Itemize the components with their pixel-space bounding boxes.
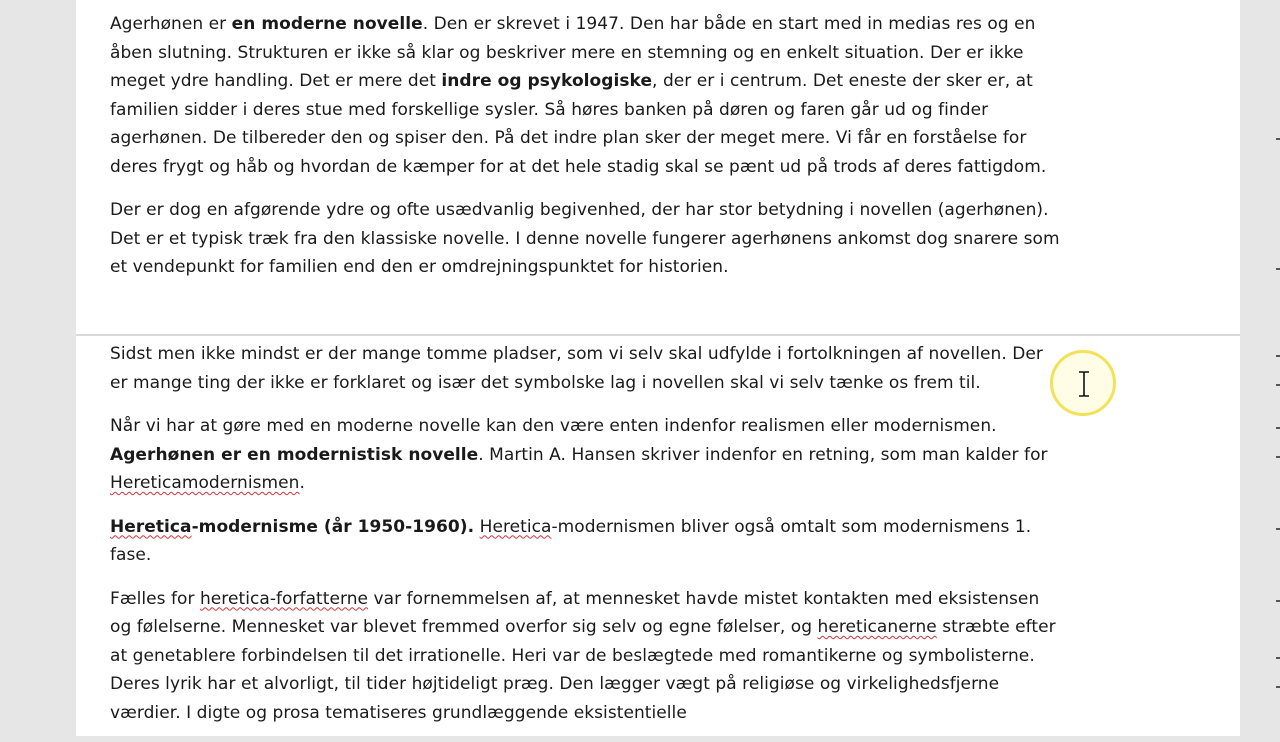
paragraph[interactable] <box>110 412 1065 498</box>
misspelled-word[interactable]: Heretica <box>479 516 552 537</box>
text-run: var fornemmelsen af, at mennesket havde mistet kontakten med eksistensen og følelserne. Mennesket var blevet fremmed overfor sig selv og egne følelser, og <box>110 588 1040 637</box>
text-run: , der er i centrum. Det eneste der sker er, at familien sidder i deres stue med forskellige sysler. Så høres banken på døren og faren går ud og finder agerhønen. De tilbereder den og spiser den. På det indre plan sker der meget mere. Vi får en forståelse for deres frygt og håb og hvordan de kæmper for at det hele stadig skal se pænt ud på trods af deres fattigdom. <box>110 71 1047 177</box>
text-run: Når vi har at gøre med en moderne novelle kan den være enten indenfor realismen eller modernismen. <box>110 416 997 436</box>
ruler-mark <box>1276 384 1280 386</box>
ruler-mark <box>1276 456 1280 458</box>
page-2-text[interactable] <box>110 340 1065 742</box>
text-run: -modernismen bliver også omtalt som modernismens 1. fase. <box>110 516 1032 565</box>
ruler-mark <box>1276 528 1280 530</box>
text-ibeam-icon <box>1077 371 1091 397</box>
page-1-text[interactable] <box>110 10 1065 297</box>
text-run: Fælles for <box>110 588 200 609</box>
ruler-mark <box>1276 686 1280 688</box>
text-run: stræbte efter at genetablere forbindelsen til det irrationelle. Heri var de beslægtede med romantikerne og symbolisterne. Deres lyrik har et alvorligt, til tider højtideligt præg. Den lægger vægt på religiøse og virkelighedsfjerne værdier. I digte og prosa tematiseres grundlæggende eksistentielle <box>110 617 1056 723</box>
misspelled-word[interactable]: hereticanerne <box>817 617 937 637</box>
bold-text: -modernisme (år 1950-1960). <box>191 516 475 537</box>
ruler-mark <box>1276 355 1280 357</box>
ruler-mark <box>1276 600 1280 602</box>
misspelled-word[interactable]: Heretica <box>110 516 192 537</box>
text-run: . Den er skrevet i 1947. Den har både en start med in medias res og en åben slutning. Strukturen er ikke så klar og beskriver mere en stemning og en enkelt situation. Der er ikke meget ydre handling. Det er mere det <box>110 14 1036 91</box>
misspelled-word[interactable]: Hereticamodernismen <box>110 473 300 493</box>
misspelled-word[interactable]: heretica-forfatterne <box>199 588 369 609</box>
paragraph[interactable] <box>110 585 1065 728</box>
text-run: Agerhønen er <box>110 14 232 34</box>
ruler-mark <box>1276 427 1280 429</box>
paragraph[interactable] <box>110 513 1065 570</box>
text-run: . Martin A. Hansen skriver indenfor en retning, som man kalder for <box>478 444 1048 465</box>
right-margin-strip <box>1272 0 1280 720</box>
bold-text: Agerhønen er en modernistisk novelle <box>110 444 479 465</box>
paragraph[interactable]: Der er dog en afgørende ydre og ofte usædvanlig begivenhed, der har stor betydning i novellen (agerhønen). Det er et typisk træk fra den klassiske novelle. I denne novelle fungerer agerhønens ankomst dog snarere som et vendepunkt for familien end den er omdrejningspunktet for historien. <box>110 200 1060 277</box>
ruler-mark <box>1276 657 1280 659</box>
paragraph[interactable] <box>110 10 1065 181</box>
ruler-mark <box>1276 268 1280 270</box>
bold-text: en moderne novelle <box>231 14 423 34</box>
bold-text: indre og psykologiske <box>441 71 653 91</box>
ruler-mark <box>1276 138 1280 140</box>
paragraph[interactable]: Sidst men ikke mindst er der mange tomme pladser, som vi selv skal udfylde i fortolkningen af novellen. Der er mange ting der ikke er forklaret og især det symbolske lag i novellen skal vi selv tænke os frem til. <box>110 344 1043 393</box>
text-run: . <box>299 473 305 493</box>
